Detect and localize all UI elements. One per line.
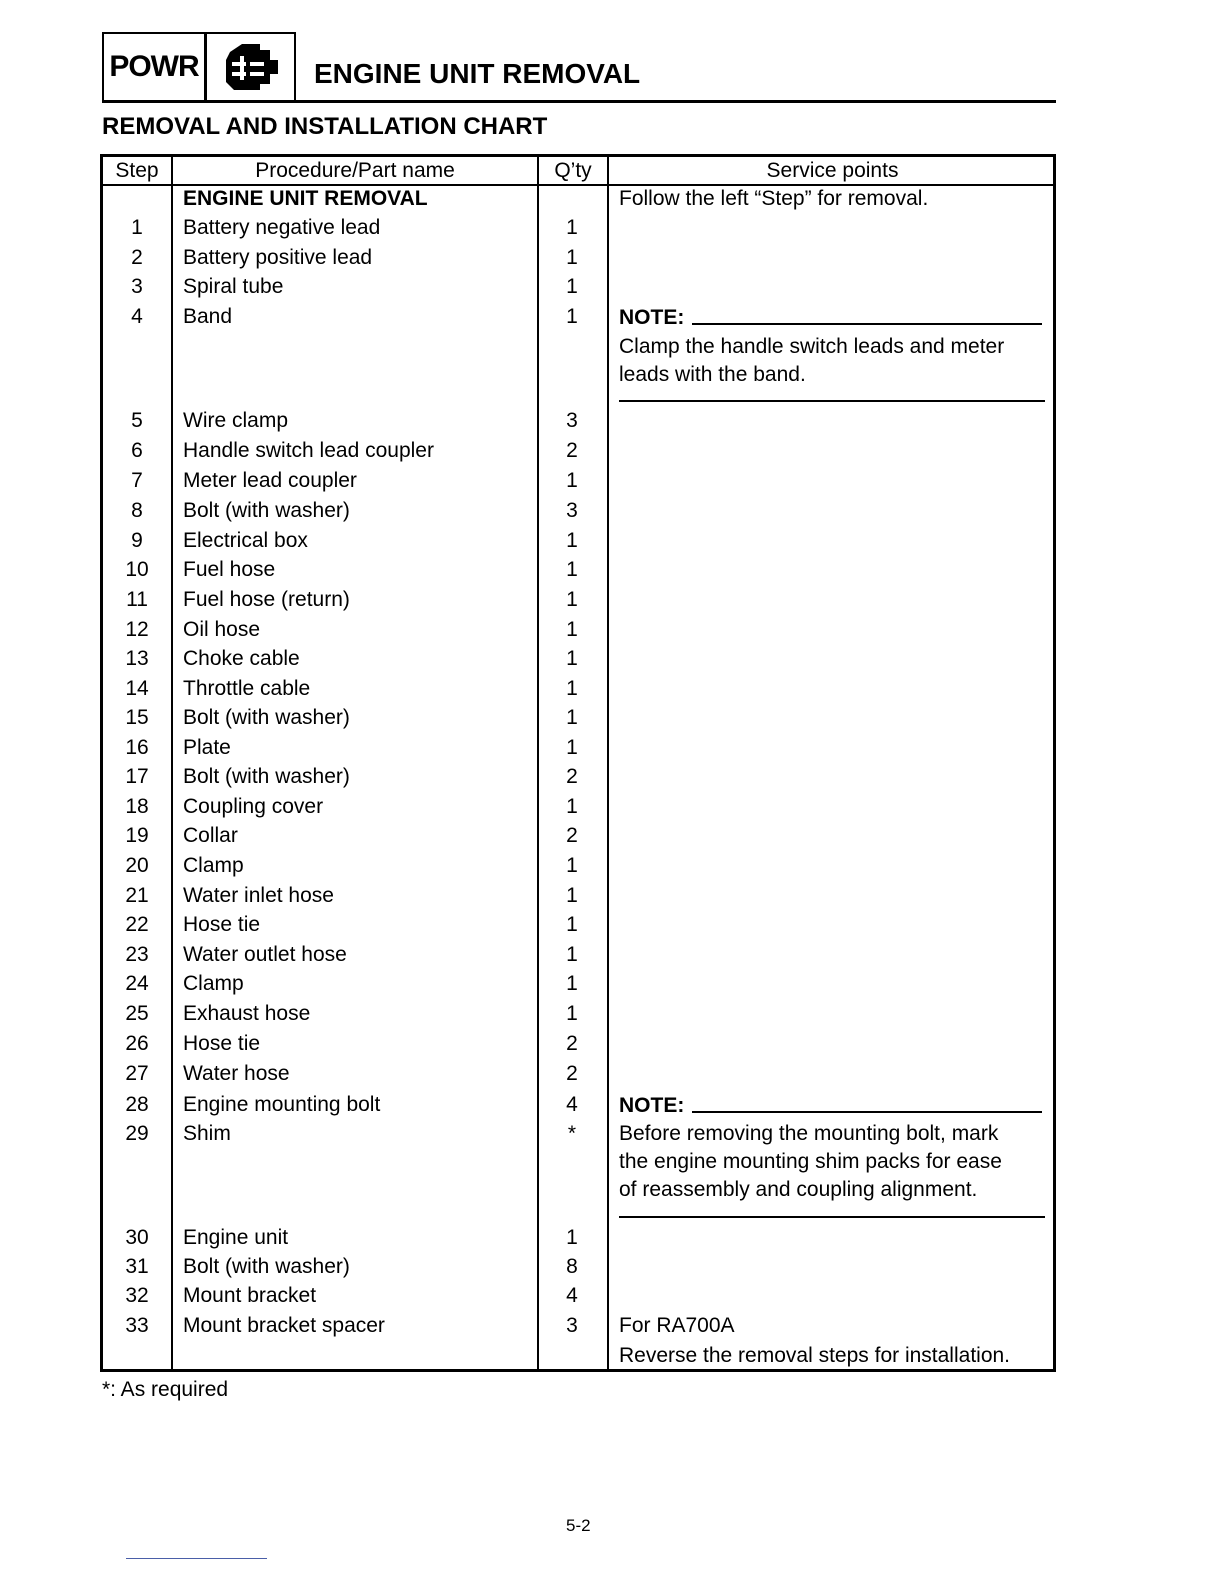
part-name: Battery negative lead bbox=[183, 216, 381, 239]
step-number: 23 bbox=[125, 943, 149, 966]
step-number: 24 bbox=[125, 972, 149, 995]
column-header-step: Step bbox=[115, 159, 159, 182]
part-name: Bolt (with washer) bbox=[183, 499, 350, 522]
quantity: 4 bbox=[566, 1093, 578, 1116]
footnote: *: As required bbox=[102, 1378, 229, 1401]
part-name: Engine unit bbox=[183, 1226, 289, 1249]
part-name: Oil hose bbox=[183, 618, 261, 641]
note-line: Clamp the handle switch leads and meter bbox=[619, 335, 1005, 358]
quantity: 1 bbox=[566, 913, 578, 936]
step-number: 14 bbox=[125, 677, 149, 700]
part-name: Spiral tube bbox=[183, 275, 284, 298]
step-number: 2 bbox=[131, 246, 143, 269]
quantity: 1 bbox=[566, 1002, 578, 1025]
removal-chart-table bbox=[100, 154, 1056, 1372]
note-label: NOTE: bbox=[619, 1094, 685, 1117]
step-number: 32 bbox=[125, 1284, 149, 1307]
note-line: Before removing the mounting bolt, mark bbox=[619, 1122, 999, 1145]
model-note: For RA700A bbox=[619, 1314, 735, 1337]
note-line: of reassembly and coupling alignment. bbox=[619, 1178, 978, 1201]
step-number: 9 bbox=[131, 529, 143, 552]
quantity: 1 bbox=[566, 795, 578, 818]
column-header-part: Procedure/Part name bbox=[255, 159, 455, 182]
quantity: 1 bbox=[566, 972, 578, 995]
part-name: Mount bracket spacer bbox=[183, 1314, 385, 1337]
service-intro: Follow the left “Step” for removal. bbox=[619, 187, 929, 210]
step-number: 10 bbox=[125, 558, 149, 581]
quantity: 2 bbox=[566, 439, 578, 462]
note-heading bbox=[619, 304, 1042, 332]
quantity: 1 bbox=[566, 588, 578, 611]
step-number: 33 bbox=[125, 1314, 149, 1337]
quantity: 1 bbox=[566, 305, 578, 328]
part-name: Bolt (with washer) bbox=[183, 706, 350, 729]
step-number: 5 bbox=[131, 409, 143, 432]
step-number: 11 bbox=[126, 588, 148, 611]
part-name: Clamp bbox=[183, 854, 244, 877]
quantity: 1 bbox=[566, 943, 578, 966]
column-header-qty: Q’ty bbox=[554, 159, 592, 182]
note-end-rule bbox=[619, 1216, 1045, 1218]
part-name: Electrical box bbox=[183, 529, 308, 552]
quantity: 2 bbox=[566, 765, 578, 788]
quantity: 1 bbox=[566, 647, 578, 670]
page-number: 5-2 bbox=[566, 1516, 591, 1535]
step-number: 29 bbox=[125, 1122, 149, 1145]
quantity: 4 bbox=[566, 1284, 578, 1307]
part-name: Shim bbox=[183, 1122, 231, 1145]
part-name: Plate bbox=[183, 736, 231, 759]
chart-heading: REMOVAL AND INSTALLATION CHART bbox=[102, 113, 548, 140]
part-name: Water outlet hose bbox=[183, 943, 347, 966]
step-number: 20 bbox=[125, 854, 149, 877]
part-name: Bolt (with washer) bbox=[183, 765, 350, 788]
column-divider bbox=[537, 157, 539, 1369]
note-rule bbox=[692, 323, 1042, 325]
part-name: Hose tie bbox=[183, 913, 261, 936]
note-label: NOTE: bbox=[619, 306, 685, 329]
step-number: 7 bbox=[131, 469, 143, 492]
quantity: 3 bbox=[566, 499, 578, 522]
quantity: 1 bbox=[566, 558, 578, 581]
part-name: Mount bracket bbox=[183, 1284, 317, 1307]
part-name: Wire clamp bbox=[183, 409, 289, 432]
note-heading bbox=[619, 1092, 1042, 1120]
step-number: 17 bbox=[125, 765, 149, 788]
quantity: 1 bbox=[566, 736, 578, 759]
note-rule bbox=[692, 1111, 1042, 1113]
note-line: leads with the band. bbox=[619, 363, 806, 386]
part-name: Water hose bbox=[183, 1062, 290, 1085]
step-number: 25 bbox=[125, 1002, 149, 1025]
quantity: 1 bbox=[566, 884, 578, 907]
step-number: 28 bbox=[125, 1093, 149, 1116]
quantity: 1 bbox=[566, 1226, 578, 1249]
part-name: Meter lead coupler bbox=[183, 469, 357, 492]
step-number: 1 bbox=[131, 216, 143, 239]
quantity: 3 bbox=[566, 1314, 578, 1337]
quantity: 1 bbox=[566, 706, 578, 729]
part-name: Water inlet hose bbox=[183, 884, 334, 907]
part-name: Band bbox=[183, 305, 233, 328]
quantity: 1 bbox=[566, 677, 578, 700]
part-name: Handle switch lead coupler bbox=[183, 439, 434, 462]
step-number: 27 bbox=[125, 1062, 149, 1085]
step-number: 22 bbox=[125, 913, 149, 936]
part-name: Coupling cover bbox=[183, 795, 324, 818]
quantity: 8 bbox=[566, 1255, 578, 1278]
quantity: 1 bbox=[566, 275, 578, 298]
column-header-service: Service points bbox=[766, 159, 899, 182]
part-name: Collar bbox=[183, 824, 238, 847]
quantity: 1 bbox=[566, 246, 578, 269]
engine-icon bbox=[207, 34, 294, 100]
step-number: 31 bbox=[125, 1255, 149, 1278]
badge-text: POWR bbox=[104, 34, 207, 100]
closing-note: Reverse the removal steps for installation. bbox=[619, 1344, 1011, 1367]
step-number: 30 bbox=[125, 1226, 149, 1249]
footer-line bbox=[126, 1558, 267, 1559]
step-number: 18 bbox=[125, 795, 149, 818]
quantity: 1 bbox=[566, 469, 578, 492]
part-name: Bolt (with washer) bbox=[183, 1255, 350, 1278]
step-number: 15 bbox=[125, 706, 149, 729]
quantity: 1 bbox=[566, 529, 578, 552]
quantity: * bbox=[567, 1122, 577, 1145]
step-number: 13 bbox=[125, 647, 149, 670]
step-number: 21 bbox=[125, 884, 149, 907]
quantity: 1 bbox=[566, 854, 578, 877]
quantity: 2 bbox=[566, 1062, 578, 1085]
part-name: Battery positive lead bbox=[183, 246, 373, 269]
step-number: 6 bbox=[131, 439, 143, 462]
step-number: 3 bbox=[131, 275, 143, 298]
quantity: 2 bbox=[566, 824, 578, 847]
step-number: 12 bbox=[125, 618, 149, 641]
part-name: Hose tie bbox=[183, 1032, 261, 1055]
note-end-rule bbox=[619, 400, 1045, 402]
step-number: 4 bbox=[131, 305, 143, 328]
part-name: Exhaust hose bbox=[183, 1002, 311, 1025]
part-name: Fuel hose (return) bbox=[183, 588, 350, 611]
part-name: Clamp bbox=[183, 972, 244, 995]
quantity: 3 bbox=[566, 409, 578, 432]
part-name: Throttle cable bbox=[183, 677, 311, 700]
step-number: 26 bbox=[125, 1032, 149, 1055]
section-badge bbox=[102, 32, 296, 102]
note-line: the engine mounting shim packs for ease bbox=[619, 1150, 1002, 1173]
column-divider bbox=[171, 157, 173, 1369]
title-rule bbox=[102, 100, 1056, 103]
step-number: 16 bbox=[125, 736, 149, 759]
step-number: 8 bbox=[131, 499, 143, 522]
step-number: 19 bbox=[125, 824, 149, 847]
part-name: Engine mounting bolt bbox=[183, 1093, 381, 1116]
column-divider bbox=[607, 157, 609, 1369]
page-title: ENGINE UNIT REMOVAL bbox=[314, 58, 641, 89]
part-name: Choke cable bbox=[183, 647, 300, 670]
section-title: ENGINE UNIT REMOVAL bbox=[183, 187, 428, 210]
quantity: 2 bbox=[566, 1032, 578, 1055]
quantity: 1 bbox=[566, 618, 578, 641]
quantity: 1 bbox=[566, 216, 578, 239]
part-name: Fuel hose bbox=[183, 558, 276, 581]
